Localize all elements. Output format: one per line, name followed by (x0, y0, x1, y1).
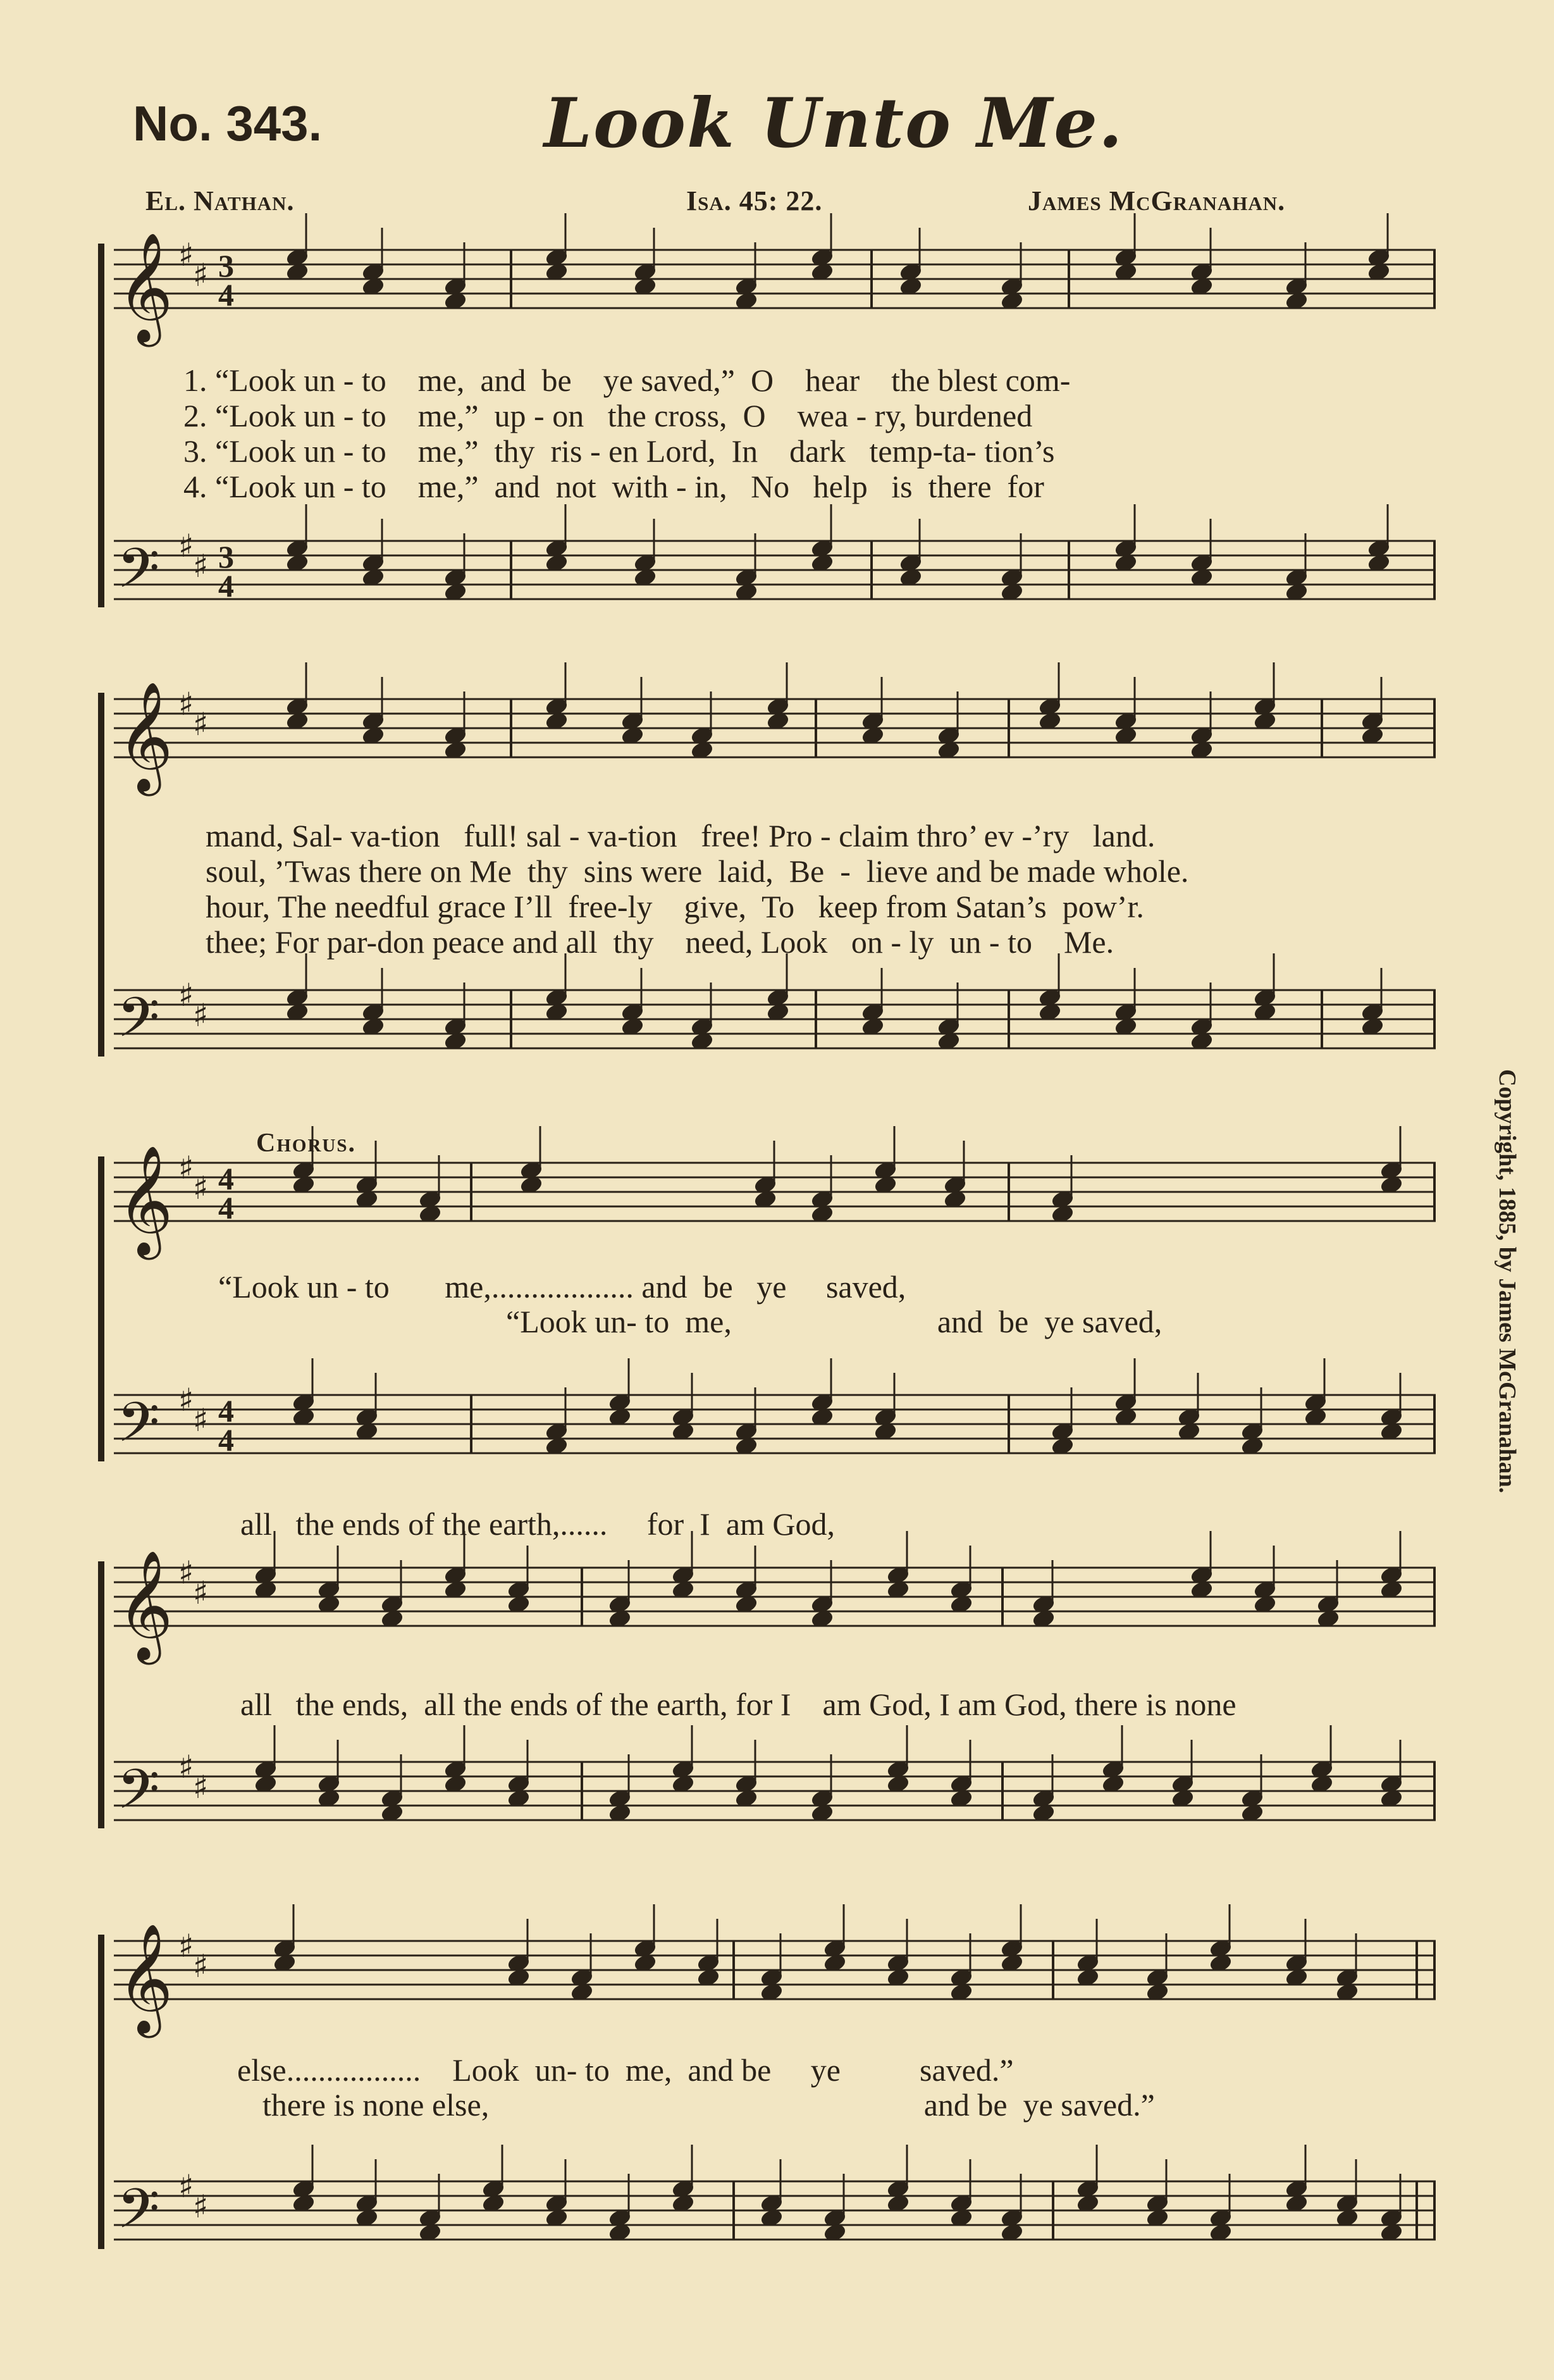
svg-text:𝄢: 𝄢 (117, 2177, 160, 2254)
verse-3-line-2: hour, The needful grace I’ll free-ly give, To keep from Satan’s pow’r. (206, 889, 1144, 924)
chorus-line-3-lower: there is none else, and be ye saved.” (262, 2087, 1155, 2123)
svg-text:𝄞: 𝄞 (117, 1550, 173, 1660)
svg-text:♯: ♯ (193, 548, 209, 585)
svg-text:♯: ♯ (178, 1749, 194, 1785)
scripture-reference: Isa. 45: 22. (686, 185, 823, 216)
svg-text:𝄞: 𝄞 (117, 1145, 173, 1255)
svg-text:♯: ♯ (178, 237, 194, 273)
chorus-line-2-lower: all the ends, all the ends of the earth, for I am God, I am God, there is none (240, 1687, 1236, 1722)
staff-system1-treble (114, 250, 1436, 308)
chorus-line-1-lower: “Look un- to me, and be ye saved, (506, 1304, 1162, 1339)
svg-text:♯: ♯ (178, 686, 194, 722)
svg-text:♯: ♯ (178, 1928, 194, 1964)
svg-text:𝄢: 𝄢 (117, 1391, 160, 1468)
svg-text:♯: ♯ (193, 1575, 209, 1611)
chorus-line-1-upper: “Look un - to me,.................. and be ye saved, (218, 1269, 906, 1305)
chorus-line-2-upper: all the ends of the earth,...... for I am God, (240, 1506, 836, 1542)
svg-text:♯: ♯ (193, 257, 209, 294)
verse-4-line-2: thee; For par-don peace and all thy need, Look on - ly un - to Me. (206, 924, 1114, 960)
svg-text:♯: ♯ (178, 2168, 194, 2205)
svg-text:𝄢: 𝄢 (117, 986, 160, 1063)
svg-text:4: 4 (218, 1161, 234, 1196)
svg-text:3: 3 (218, 248, 234, 283)
staff-system4-treble (114, 1568, 1436, 1626)
verse-1-line-1: 1. “Look un - to me, and be ye saved,” O hear the blest com- (183, 363, 1071, 398)
svg-text:𝄞: 𝄞 (117, 681, 173, 791)
chorus-label: Chorus. (256, 1129, 356, 1158)
svg-text:4: 4 (218, 1393, 234, 1429)
svg-text:♯: ♯ (193, 1769, 209, 1806)
lyricist-credit: El. Nathan. (145, 185, 295, 216)
svg-text:♯: ♯ (178, 1382, 194, 1418)
svg-text:♯: ♯ (193, 1948, 209, 1985)
svg-text:3: 3 (218, 539, 234, 574)
staff-system4-bass (114, 1762, 1436, 1820)
hymn-title: Look Unto Me. (544, 84, 1124, 163)
svg-text:♯: ♯ (178, 1554, 194, 1591)
verse-4-line-1: 4. “Look un - to me,” and not with - in, No help is there for (183, 469, 1044, 504)
svg-text:𝄞: 𝄞 (117, 1923, 173, 2033)
verse-2-line-1: 2. “Look un - to me,” up - on the cross, O wea - ry, burdened (183, 398, 1033, 433)
verse-1-line-2: mand, Sal- va-tion full! sal - va-tion free! Pro - claim thro’ ev -’ry land. (206, 818, 1156, 853)
svg-text:4: 4 (218, 277, 234, 313)
svg-text:4: 4 (218, 1422, 234, 1458)
chorus-line-3-upper: else................. Look un- to me, and be ye saved.” (237, 2052, 1014, 2088)
svg-text:♯: ♯ (178, 1150, 194, 1186)
svg-text:4: 4 (218, 1190, 234, 1225)
composer-credit: James McGranahan. (1028, 185, 1286, 216)
svg-text:♯: ♯ (178, 528, 194, 564)
verse-3-line-1: 3. “Look un - to me,” thy ris - en Lord, In dark temp-ta- tion’s (183, 433, 1055, 469)
svg-text:4: 4 (218, 568, 234, 604)
svg-text:♯: ♯ (193, 1402, 209, 1439)
svg-text:♯: ♯ (193, 1170, 209, 1206)
copyright-notice: Copyright, 1885, by James McGranahan. (1494, 1069, 1520, 1494)
svg-text:𝄢: 𝄢 (117, 536, 160, 614)
hymn-number: No. 343. (133, 96, 323, 151)
verse-2-line-2: soul, ’Twas there on Me thy sins were laid, Be - lieve and be made whole. (206, 853, 1189, 889)
svg-text:♯: ♯ (193, 2188, 209, 2225)
svg-text:♯: ♯ (193, 706, 209, 743)
svg-text:𝄢: 𝄢 (117, 1757, 160, 1835)
svg-text:♯: ♯ (178, 977, 194, 1013)
svg-text:♯: ♯ (193, 997, 209, 1034)
staff-system1-bass (114, 541, 1436, 599)
svg-text:𝄞: 𝄞 (117, 232, 173, 342)
